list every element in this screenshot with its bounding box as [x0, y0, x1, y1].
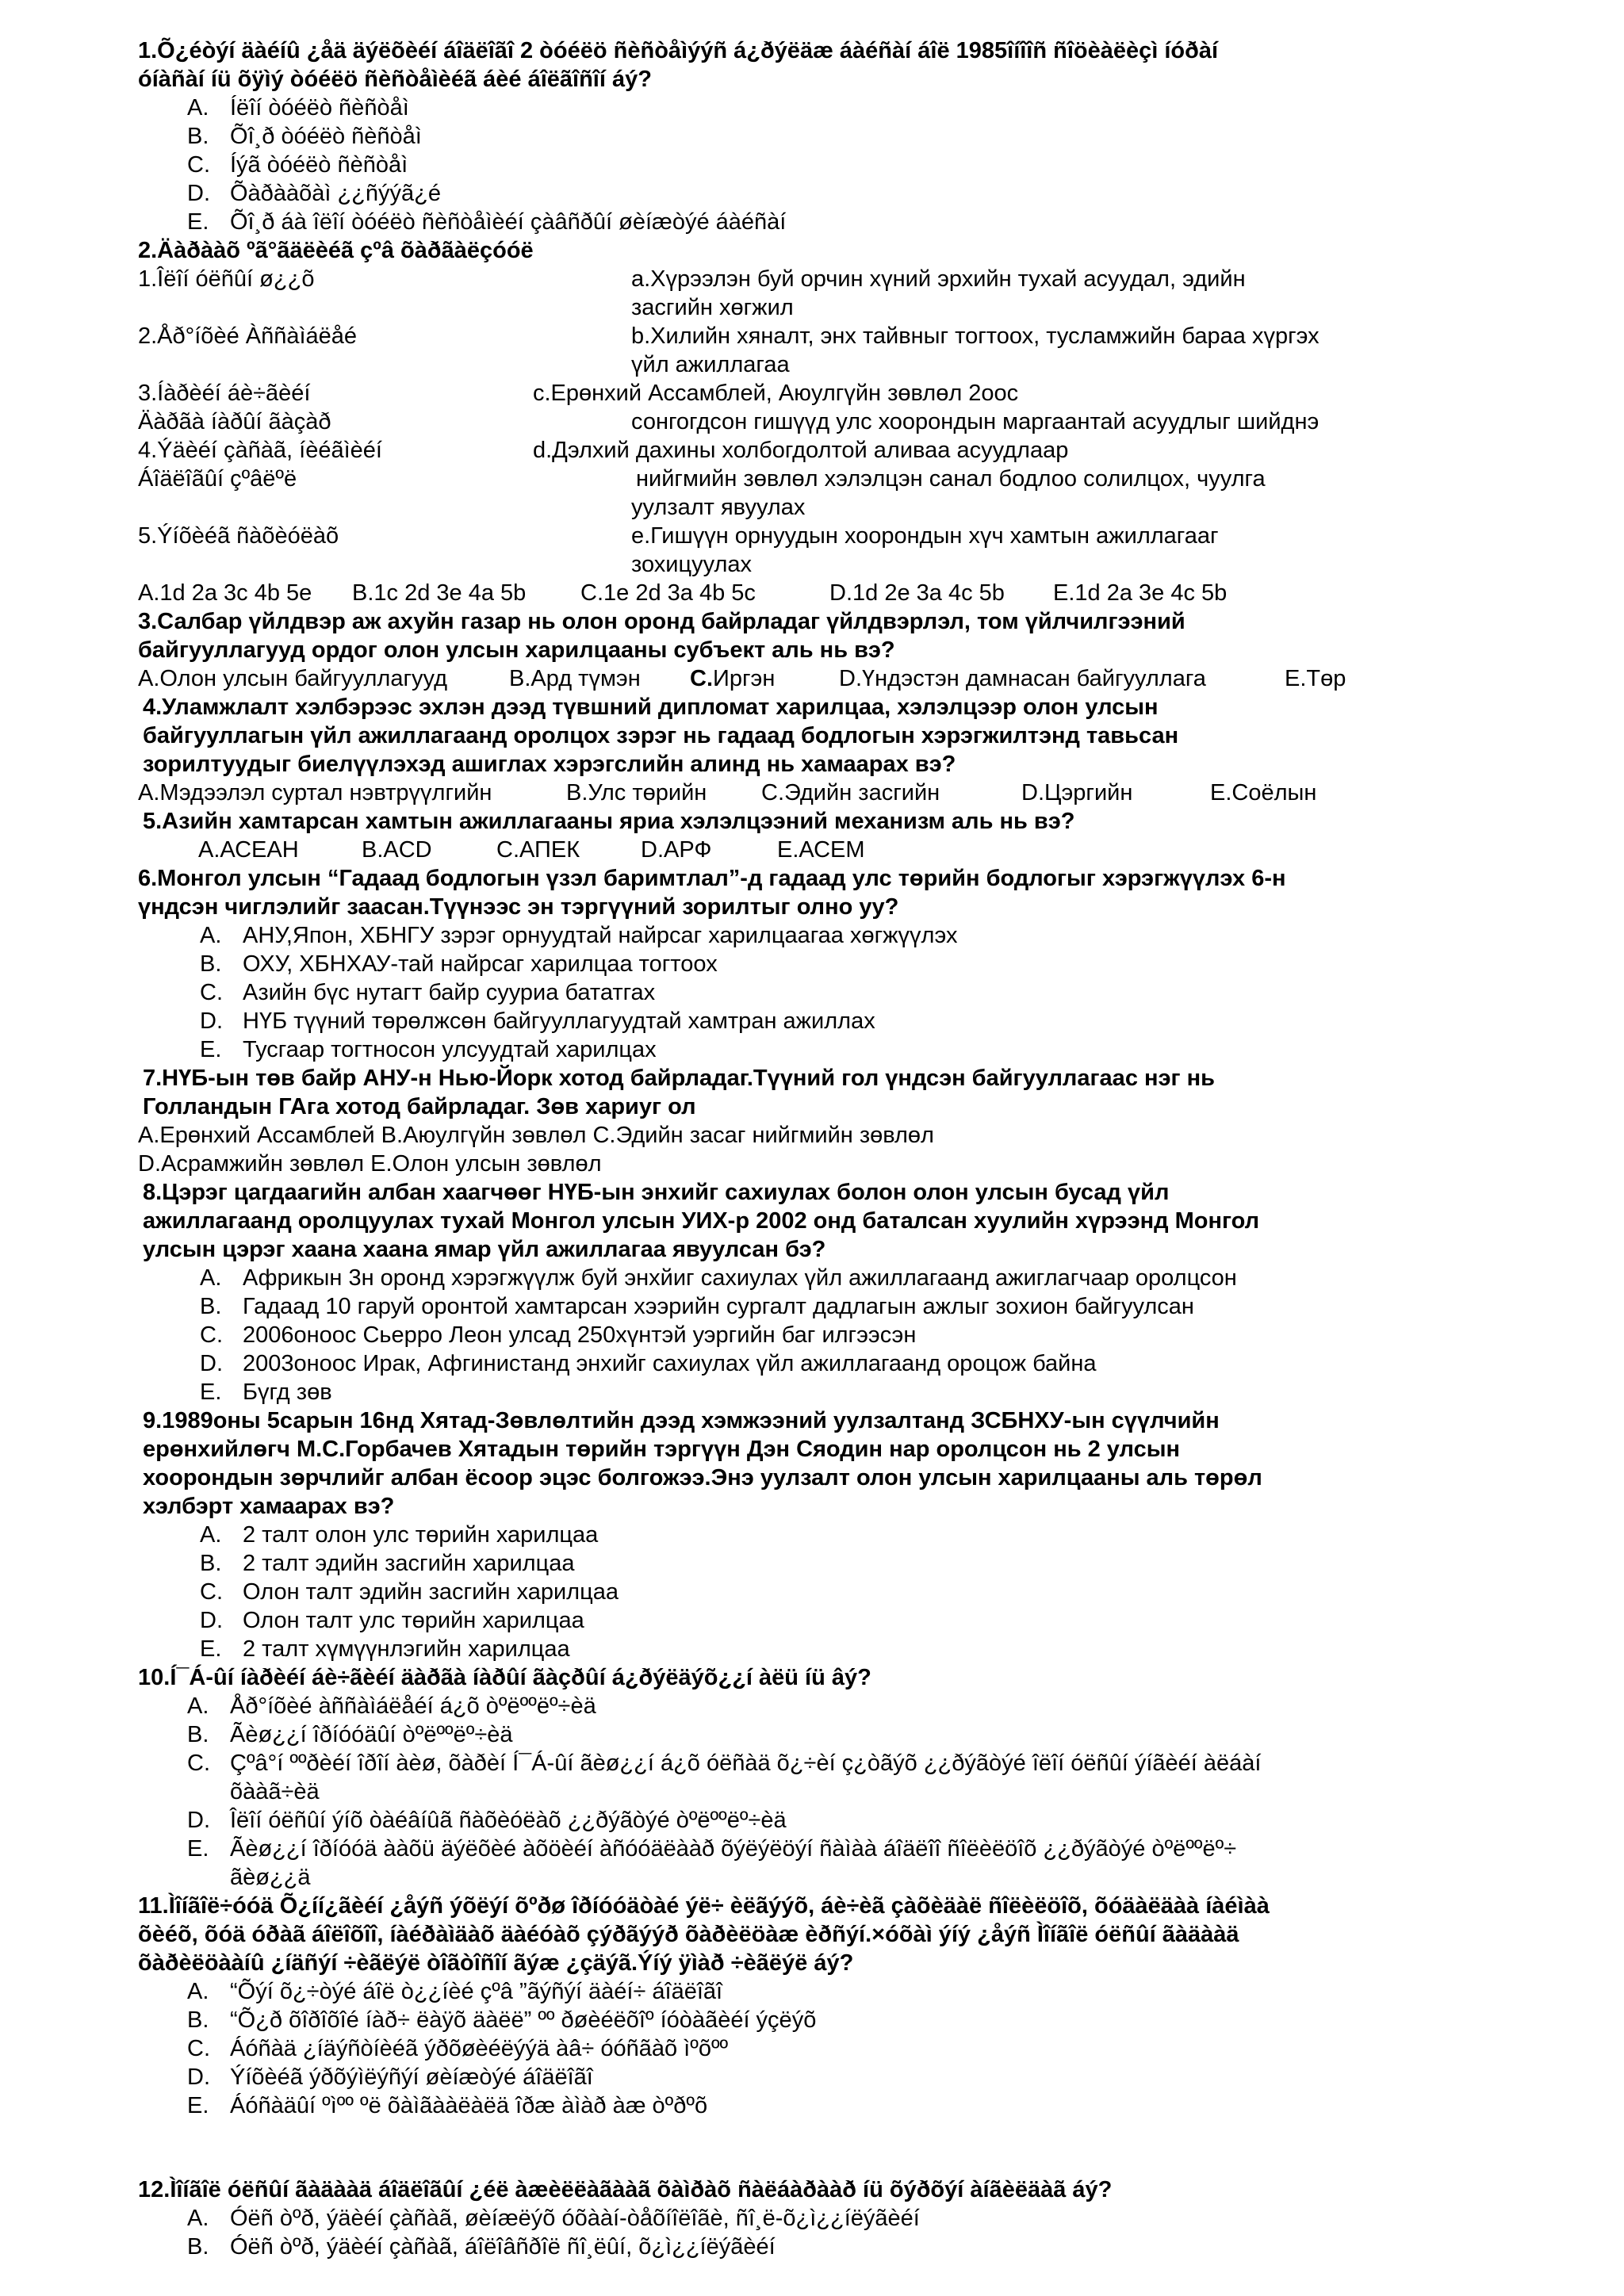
q6-option-a: A. АНУ,Япон, ХБНГУ зэрэг орнуудтай найрсаг харилцаагаа хөгжүүлэх [200, 923, 958, 948]
q9-option-b: B. 2 талт эдийн засгийн харилцаа [200, 1551, 575, 1576]
q3-text-line2: байгууллагууд ордог олон улсын харилцааны субъект аль нь вэ? [138, 637, 895, 663]
q2-right-c2: сонгогдсон гишүүд улс хоорондын маргаантай асуудлыг шийднэ [631, 409, 1320, 434]
q10-option-c: C. Çºâ°í ººðèéí îðîí àèø, õàðèí Í¯Á-ûí ãèø¿¿í á¿õ óëñàä õ¿÷èí ç¿òãýõ ¿¿ðýãòýé îëîí óëñûí ýíãèéí àëáàí [187, 1751, 1262, 1776]
q10-option-a: A. Åð°íõèé àññàìáëåéí á¿õ òºëººëº÷èä [187, 1693, 596, 1719]
q6-option-d: D. НҮБ түүний төрөлжсөн байгууллагуудтай хамтран ажиллах [200, 1008, 875, 1034]
q10-option-d: D. Îëîí óëñûí ýíõ òàéâíûã ñàõèóëàõ ¿¿ðýãòýé òºëººëº÷èä [187, 1808, 787, 1833]
q2-answer-b: B.1c 2d 3e 4a 5b [352, 580, 527, 606]
q4-text-line2: байгууллагын үйл ажиллагаанд оролцох зэрэг нь гадаад бодлогын хэрэгжилтэнд тавьсан [143, 723, 1179, 748]
q9-text-line2: ерөнхийлөгч М.С.Горбачев Хятадын төрийн тэргүүн Дэн Сяодин нар оролцсон нь 2 улсын [143, 1437, 1180, 1462]
q2-answer-d: D.1d 2e 3a 4c 5b [829, 580, 1005, 606]
q12-option-b: B. Óëñ òºð, ýäèéí çàñàã, áîëîâñðîë ñî¸ëûí, õ¿ì¿¿íëýãèéí [187, 2234, 776, 2260]
q4-text-line3: зорилтуудыг биелүүлэхэд ашиглах хэрэгслийн алинд нь хамаарах вэ? [143, 752, 956, 777]
q8-option-b: B. Гадаад 10 гаруй оронтой хамтарсан хээрийн сургалт дадлагын ажлыг зохион байгуулсан [200, 1294, 1194, 1319]
q1-text-line2: óíàñàí íü õÿìý òóéëö ñèñòåìèéã áèé áîëãîñîí áý? [138, 67, 652, 92]
q6-option-e: E. Тусгаар тогтносон улсуудтай харилцах [200, 1037, 657, 1062]
q4-option-c: C.Эдийн засгийн [761, 780, 940, 806]
q10-option-b: B. Ãèø¿¿í îðíóóäûí òºëººëº÷èä [187, 1722, 513, 1747]
q10-text-line1: 10.Í¯Á-ûí íàðèéí áè÷ãèéí äàðãà íàðûí ãàçðûí á¿ðýëäýõ¿¿í àëü íü âý? [138, 1665, 871, 1690]
q5-text-line1: 5.Азийн хамтарсан хамтын ажиллагааны яриа хэлэлцээний механизм аль нь вэ? [143, 809, 1075, 834]
q2-right-c1: c.Ерөнхий Ассамблей, Аюулгүйн зөвлөл 2оос [533, 381, 1019, 406]
q6-option-c: C. Азийн бүс нутагт байр сууриа бататгах [200, 980, 656, 1005]
q9-text-line1: 9.1989оны 5сарын 16нд Хятад-Зөвлөлтийн дээд хэмжээний уулзалтанд ЗСБНХУ-ын сүүлчийн [143, 1408, 1220, 1433]
q4-option-d: D.Цэргийн [1021, 780, 1133, 806]
q10-option-e: E. Ãèø¿¿í îðíóóä ààõü äýëõèé àõöèéí àñóóäëààð õýëýëöýí ñàìàà áîäëîî ñîëèëöîõ ¿¿ðýãòýé òºëººëº÷ [187, 1836, 1237, 1862]
q11-option-e: E. Áóñàäûí ºìºº ºë õàìãààëàëä îðæ àìàð àæ òºðºõ [187, 2093, 708, 2118]
q7-text-line2: Голландын ГАга хотод байрладаг. Зөв хариуг ол [143, 1094, 696, 1119]
q2-left-2: 2.Åð°íõèé Àññàìáëåé [138, 323, 358, 349]
q9-option-e: E. 2 талт хүмүүнлэгийн харилцаа [200, 1636, 570, 1662]
q12-option-a: A. Óëñ òºð, ýäèéí çàñàã, øèíæëýõ óõààí-òåõíîëîãè, ñî¸ë-õ¿ì¿¿íëýãèéí [187, 2206, 920, 2231]
q8-option-e: E. Бүгд зөв [200, 1380, 332, 1405]
q5-option-c: C.АПЕК [496, 837, 580, 863]
q2-left-4b: Áîäëîãûí çºâëºë [138, 466, 297, 492]
q2-right-a2: засгийн хөгжил [631, 295, 794, 320]
q1-option-b: B. Õî¸ð òóéëò ñèñòåì [187, 124, 422, 149]
q8-text-line3: улсын цэрэг хаана хаана ямар үйл ажиллагаа явуулсан бэ? [143, 1237, 826, 1262]
q4-option-a: A.Мэдээлэл суртал нэвтрүүлгийн [138, 780, 492, 806]
q3-option-c: C.Иргэн [690, 666, 776, 691]
q4-option-b: B.Улс төрийн [566, 780, 707, 806]
q12-text-line1: 12.Ìîíãîë óëñûí ãàäààä áîäëîãûí ¿éë àæèëëàãààã õàìðàõ ñàëáàðààð íü õýðõýí àíãèëäàã áý? [138, 2177, 1113, 2202]
q11-option-b: B. “Õ¿ð õîðîõîé íàð÷ ëàÿõ äàëë” ºº ðøèéëõîº íóòàãèéí ýçëýõ [187, 2007, 817, 2033]
q6-text-line1: 6.Монгол улсын “Гадаад бодлогын үзэл баримтлал”-д гадаад улс төрийн бодлогыг хэрэгжүүлэх 6-н [138, 866, 1286, 891]
q2-right-a1: a.Хүрээлэн буй орчин хүний эрхийн тухай асуудал, эдийн [631, 266, 1246, 292]
q7-options-row2: D.Асрамжийн зөвлөл E.Олон улсын зөвлөл [138, 1151, 602, 1177]
q2-answer-c: C.1e 2d 3a 4b 5c [580, 580, 756, 606]
q11-text-line2: õèéõ, õóä óðàã áîëîõîî, íàéðàìäàõ äàéóàõ çýðãýýð õàðèëöàæ èðñýí.×óõàì ýíý ¿åýñ Ìîíãîë óëñûí ãàäààä [138, 1922, 1239, 1947]
q9-option-d: D. Олон талт улс төрийн харилцаа [200, 1608, 584, 1633]
q1-option-d: D. Õàðààõàì ¿¿ñýýã¿é [187, 181, 441, 206]
q2-left-1: 1.Îëîí óëñûí ø¿¿õ [138, 266, 315, 292]
q11-text-line3: õàðèëöààíû ¿íäñýí ÷èãëýë òîãòîñîí ãýæ ¿çäýã.Ýíý ÿìàð ÷èãëýë áý? [138, 1950, 854, 1976]
q8-option-c: C. 2006оноос Сьерро Леон улсад 250хүнтэй уэргийн баг илгээсэн [200, 1322, 917, 1348]
q2-answer-e: E.1d 2a 3e 4c 5b [1053, 580, 1228, 606]
q9-option-a: A. 2 талт олон улс төрийн харилцаа [200, 1522, 599, 1548]
q2-right-d2: нийгмийн зөвлөл хэлэлцэн санал бодлоо солилцох, чуулга [636, 466, 1266, 492]
q1-option-e: E. Õî¸ð áà îëîí òóéëò ñèñòåìèéí çàâñðûí øèíæòýé áàéñàí [187, 209, 787, 235]
q1-option-a: A. Íëîí òóéëò ñèñòåì [187, 95, 409, 121]
q2-right-b2: үйл ажиллагаа [631, 352, 790, 377]
q3-option-d: D.Үндэстэн дамнасан байгууллага [839, 666, 1206, 691]
q2-right-d1: d.Дэлхий дахины холбогдолтой аливаа асуудлаар [533, 438, 1069, 463]
q11-option-c: C. Áóñàä ¿íäýñòíèéã ýðõøèéëýýä àâ÷ óóñãàõ ìºõºº [187, 2036, 729, 2061]
q8-text-line2: ажиллагаанд оролцуулах тухай Монгол улсын УИХ-р 2002 онд баталсан хуулийн хүрээнд Монгол [143, 1208, 1260, 1234]
q5-option-d: D.АРФ [641, 837, 712, 863]
q10-option-c-cont: õààã÷èä [230, 1779, 320, 1804]
q3-text-line1: 3.Салбар үйлдвэр аж ахуйн газар нь олон оронд байрладаг үйлдвэрлэл, том үйлчилгээний [138, 609, 1185, 634]
q5-option-b: B.ACD [362, 837, 432, 863]
q2-left-4: 4.Ýäèéí çàñàã, íèéãìèéí [138, 438, 382, 463]
q5-option-a: A.АСЕАН [198, 837, 299, 863]
q2-left-3: 3.Íàðèéí áè÷ãèéí [138, 381, 311, 406]
q3-option-e: E.Төр [1285, 666, 1346, 691]
q8-option-d: D. 2003оноос Ирак, Афгинистанд энхийг сахиулах үйл ажиллагаанд ороцож байна [200, 1351, 1097, 1376]
q5-option-e: E.АСЕМ [777, 837, 865, 863]
q11-option-a: A. “Õýí õ¿÷òýé áîë ò¿¿íèé çºâ ”ãýñýí äàéí÷ áîäëîãî [187, 1979, 723, 2004]
q9-text-line4: хэлбэрт хамаарах вэ? [143, 1494, 395, 1519]
q1-text-line1: 1.Õ¿éòýí äàéíû ¿åä äýëõèéí áîäëîãî 2 òóéëö ñèñòåìýýñ á¿ðýëäæ áàéñàí áîë 1985îíîîñ ñîöèàëèçì íóðàí [138, 38, 1219, 63]
q2-right-e2: зохицуулах [631, 552, 752, 577]
q11-text-line1: 11.Ìîíãîë÷óóä Õ¿íí¿ãèéí ¿åýñ ýõëýí õºðø îðíóóäòàé ýë÷ èëãýýõ, áè÷èã çàõèäàë ñîëèëöîõ, õóäàëäàà íàéìàà [138, 1893, 1270, 1919]
q7-text-line1: 7.НҮБ-ын төв байр АНУ-н Нью-Йорк хотод байрладаг.Түүний гол үндсэн байгууллагаас нэг нь [143, 1066, 1216, 1091]
q4-option-e: E.Соёлын [1210, 780, 1317, 806]
q10-option-e-cont: ãèø¿¿ä [230, 1865, 311, 1890]
q2-title: 2.Äàðààõ ºã°ãäëèéã çºâ õàðãàëçóóë [138, 238, 534, 263]
q11-option-d: D. Ýíõèéã ýðõýìëýñýí øèíæòýé áîäëîãî [187, 2064, 593, 2090]
q3-option-b: B.Ард түмэн [509, 666, 641, 691]
q4-text-line1: 4.Уламжлалт хэлбэрээс эхлэн дээд түвшний дипломат харилцаа, хэлэлцээр олон улсын [143, 695, 1159, 720]
q2-answer-a: A.1d 2a 3c 4b 5e [138, 580, 312, 606]
q2-right-b1: b.Хилийн хяналт, энх тайвныг тогтоох, тусламжийн бараа хүргэх [631, 323, 1320, 349]
q8-option-a: A. Африкын 3н оронд хэрэгжүүлж буй энхйиг сахиулах үйл ажиллагаанд ажиглагчаар оролцсон [200, 1265, 1237, 1291]
q9-option-c: C. Олон талт эдийн засгийн харилцаа [200, 1579, 619, 1605]
q1-option-c: C. Íýã òóéëò ñèñòåì [187, 152, 408, 178]
q7-options-row1: A.Ерөнхий Ассамблей B.Аюулгүйн зөвлөл C.Эдийн засаг нийгмийн зөвлөл [138, 1123, 934, 1148]
q3-option-a: A.Олон улсын байгууллагууд [138, 666, 447, 691]
q6-option-b: B. ОХУ, ХБНХАУ-тай найрсаг харилцаа тогтоох [200, 951, 718, 977]
q2-right-e1: e.Гишүүн орнуудын хоорондын хүч хамтын ажиллагааг [631, 523, 1219, 549]
q6-text-line2: үндсэн чиглэлийг заасан.Түүнээс эн тэргүүний зорилтыг олно уу? [138, 894, 899, 920]
q2-left-5: 5.Ýíõèéã ñàõèóëàõ [138, 523, 339, 549]
q2-left-3b: Äàðãà íàðûí ãàçàð [138, 409, 331, 434]
q9-text-line3: хоорондын зөрчлийг албан ёсоор эцэс болгожээ.Энэ уулзалт олон улсын харилцааны аль төрөл [143, 1465, 1262, 1490]
q2-right-d3: уулзалт явуулах [631, 495, 806, 520]
q8-text-line1: 8.Цэрэг цагдаагийн албан хаагчөөг НҮБ-ын энхийг сахиулах болон олон улсын бусад үйл [143, 1180, 1170, 1205]
